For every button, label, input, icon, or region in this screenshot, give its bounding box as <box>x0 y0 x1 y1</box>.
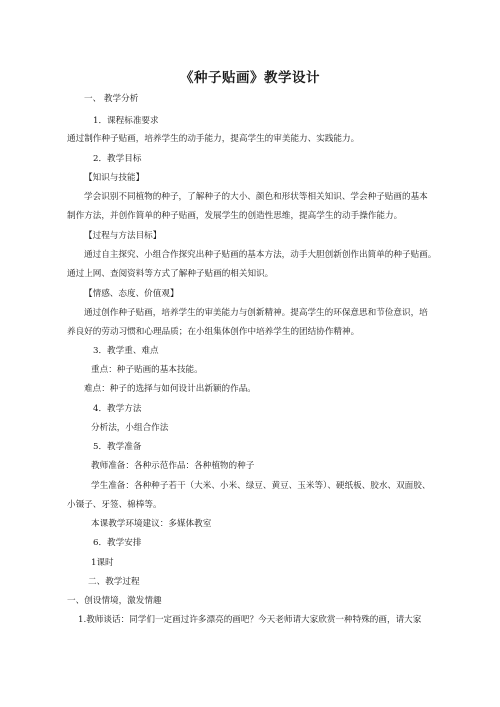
paragraph-line: 1课时 <box>91 558 114 568</box>
paragraph-line: 养良好的劳动习惯和心理品质；在小组集体创作中培养学生的团结协作精神。 <box>67 327 360 337</box>
paragraph-line: 通过创作种子贴画，培养学生的审美能力与创新精神。提高学生的环保意思和节俭意识，培 <box>84 308 428 318</box>
paragraph-line: 通过上网、查阅资料等方式了解种子贴画的相关知识。 <box>67 269 274 279</box>
subsection-heading: 6．教学安排 <box>93 538 142 548</box>
paragraph-line: 难点：种子的选择与如何设计出新颖的作品。 <box>84 384 256 394</box>
paragraph-line: 本课教学环境建议：多媒体教室 <box>91 519 212 529</box>
bracket-heading: 【知识与技能】 <box>84 173 145 183</box>
paragraph-line: 学生准备：各种种子若干（大米、小米、绿豆、黄豆、玉米等）、硬纸板、胶水、双面胶、 <box>91 481 431 491</box>
paragraph-line: 小镊子、牙签、棉棒等。 <box>67 500 162 510</box>
section-heading: 二、教学过程 <box>88 577 140 587</box>
section-heading: 一、 教学分析 <box>84 94 139 104</box>
bracket-heading: 【情感、态度、价值观】 <box>84 289 179 299</box>
paragraph-line: 教师准备：各种示范作品：各种植物的种子 <box>91 461 255 471</box>
paragraph-line: 分析法，小组合作法 <box>91 423 169 433</box>
bracket-heading: 【过程与方法目标】 <box>84 231 162 241</box>
subsection-heading: 1．课程标准要求 <box>93 116 159 126</box>
paragraph-line: 通过自主探究、小组合作探究出种子贴画的基本方法，动手大胆创新创作出简单的种子贴画。 <box>84 250 437 260</box>
subsection-heading: 5．教学准备 <box>93 442 142 452</box>
subsection-heading: 一、创设情境，激发情趣 <box>67 596 162 606</box>
paragraph-line: 制作方法，并创作简单的种子贴画，发展学生的创造性思维，提高学生的动手操作能力。 <box>67 211 403 221</box>
paragraph-line: 1.教师谈话：同学们一定画过许多漂亮的画吧？今天老师请大家欣赏一种特殊的画，请大家 <box>78 615 422 625</box>
paragraph-line: 通过制作种子贴画，培养学生的动手能力，提高学生的审美能力、实践能力。 <box>67 134 360 144</box>
subsection-heading: 2．教学目标 <box>93 154 142 164</box>
paragraph-line: 学会识别不同植物的种子，了解种子的大小、颜色和形状等相关知识、学会种子贴画的基本 <box>84 192 428 202</box>
document-title: 《种子贴画》教学设计 <box>180 70 320 86</box>
subsection-heading: 3．教学重、难点 <box>93 346 159 356</box>
paragraph-line: 重点：种子贴画的基本技能。 <box>91 365 203 375</box>
subsection-heading: 4．教学方法 <box>93 404 142 414</box>
